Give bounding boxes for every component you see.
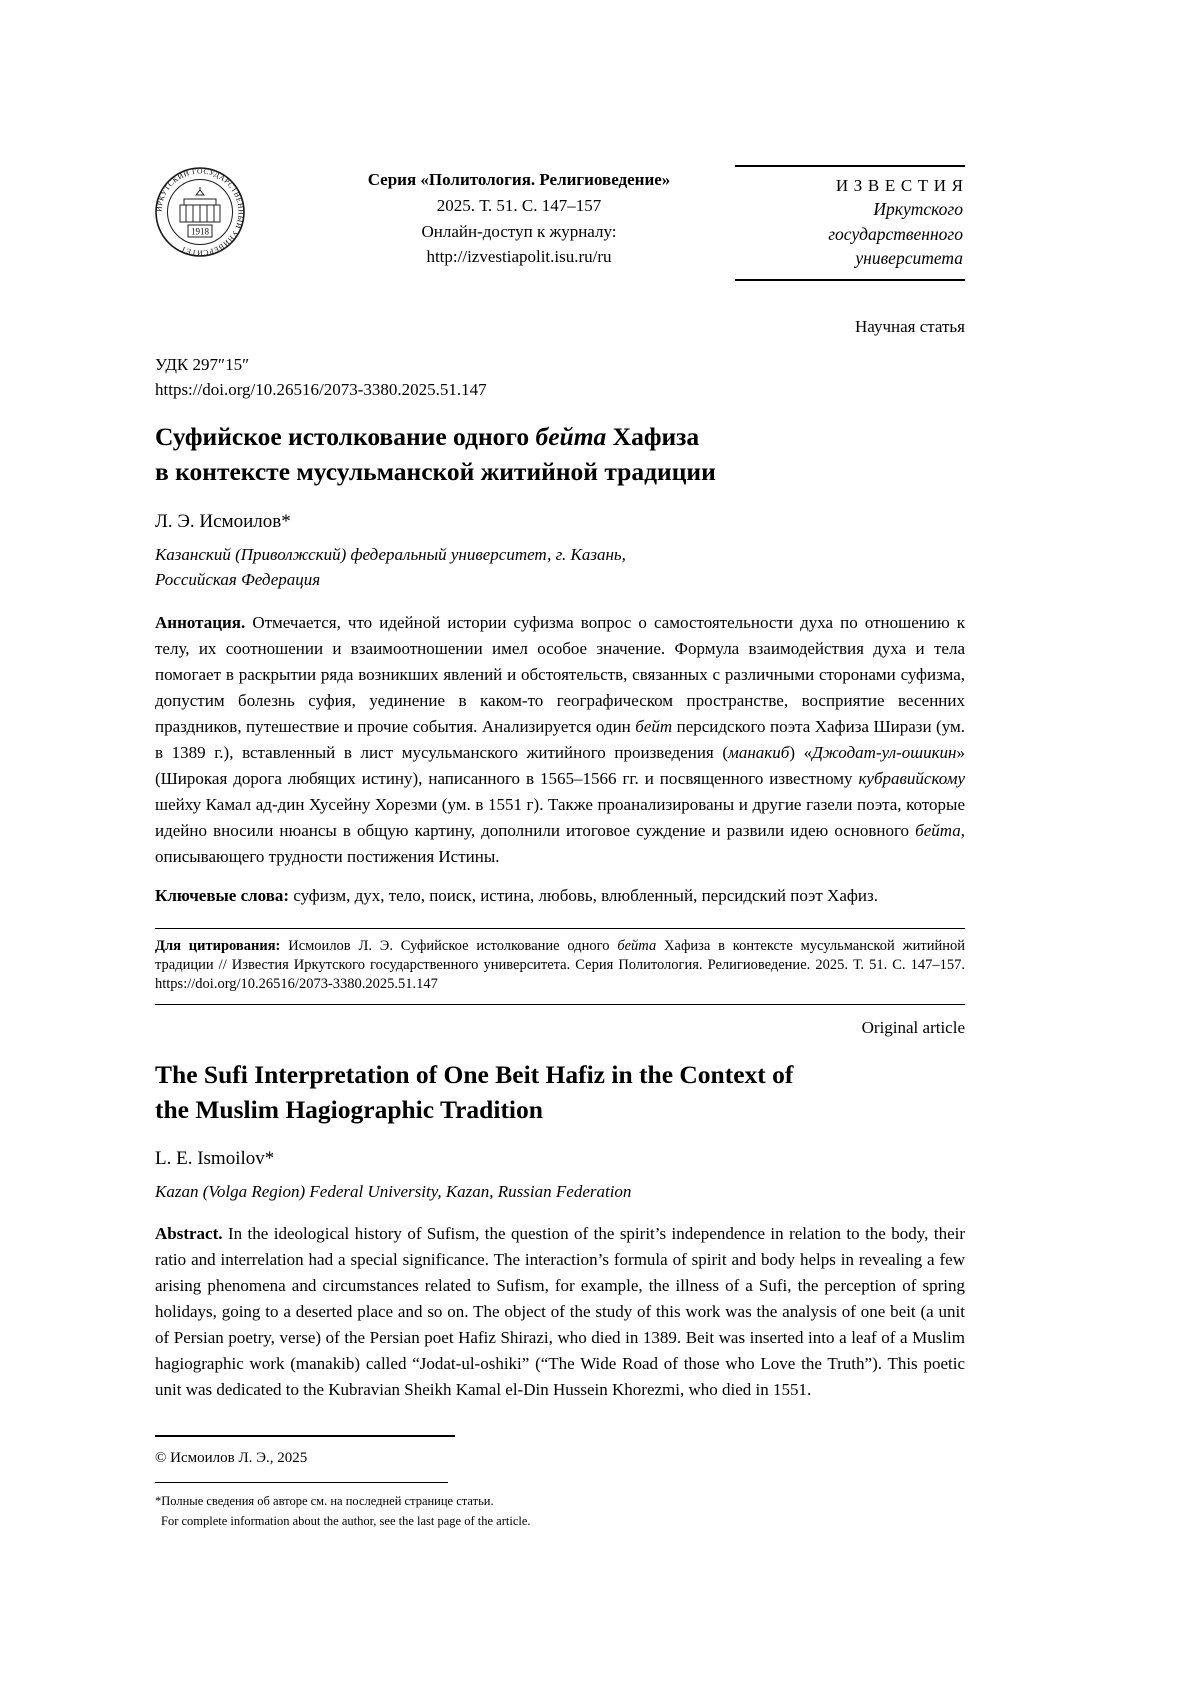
abstract-en [155, 1221, 965, 1403]
journal-org-line: государственного [828, 223, 963, 244]
copyright-line: © Исмоилов Л. Э., 2025 [155, 1450, 308, 1467]
text-segment: суфизм, дух, тело, поиск, истина, любовь, влюбленный, персидский поэт Хафиз. [289, 885, 878, 905]
italic-term: бейта [535, 422, 607, 452]
keywords-ru [155, 883, 965, 909]
affiliation-en: Kazan (Volga Region) Federal University, Kazan, Russian Federation [155, 1181, 632, 1201]
text-segment: Хафиза [606, 422, 700, 452]
university-logo [155, 165, 255, 262]
text-segment: In the ideological history of Sufism, the question of the spirit’s independence in relation to the body, their ratio and interrelation had a special significance. The interaction’s formula of spirit and body helps in revealing a few arising phenomena and circumstances related to Sufism, for example, the illness of a Sufi, the perception of spring holidays, going to a deserted place and so on. The object of the study of this work was the analysis of one beit (a unit of Persian poetry, verse) of the Persian poet Hafiz Shirazi, who died in 1389. Beit was inserted into a leaf of a Muslim hagiographic work (manakib) called “Jodat-ul-oshiki” (“The Wide Road of those who Love the Truth”). This poetic unit was dedicated to the Kubravian Sheikh Kamal el-Din Hussein Khorezmi, who died in 1551. [155, 1224, 965, 1400]
udk-number: УДК 297″15″ [155, 354, 250, 374]
footnote-ru: *Полные сведения об авторе см. на последней странице статьи. [155, 1494, 494, 1509]
page-footer [155, 1435, 965, 1531]
italic-term: бейт [635, 716, 673, 736]
abstract-ru-label: Аннотация. [155, 612, 246, 632]
affiliation-ru [155, 542, 965, 593]
author-name-en: L. E. Ismoilov* [155, 1147, 275, 1169]
footnote-en: For complete information about the author, see the last page of the article. [161, 1513, 531, 1528]
journal-series-block [255, 165, 735, 270]
italic-term: кубравийскому [858, 768, 965, 788]
footnotes [155, 1492, 965, 1531]
italic-term: бейта [915, 820, 961, 840]
italic-term: бейта [617, 937, 657, 954]
journal-url[interactable]: http://izvestiapolit.isu.ru/ru [426, 247, 612, 267]
text-segment: The Sufi Interpretation of One Beit Hafiz in the Context of [155, 1059, 794, 1089]
logo-ring-text: ИРКУТСКИЙ ГОСУДАРСТВЕННЫЙ УНИВЕРСИТЕТ [155, 167, 245, 257]
journal-org-line: университета [855, 247, 963, 268]
article-title-en [155, 1057, 965, 1127]
author-name-ru: Л. Э. Исмоилов* [155, 510, 291, 532]
abstract-ru [155, 610, 965, 870]
udk-block [155, 353, 965, 402]
italic-term: манакиб [728, 742, 790, 762]
text-segment: шейху Камал ад-дин Хусейну Хорезми (ум. в 1551 г). Также проанализированы и другие газели поэта, которые идейно вносили нюансы в общую картину, дополнили итоговое суждение и развили идею основного [155, 794, 965, 840]
text-segment: Исмоилов Л. Э. Суфийское истолкование одного [280, 937, 618, 954]
journal-name-block [735, 165, 969, 281]
text-segment: the Muslim Hagiographic Tradition [155, 1094, 543, 1124]
article-type-en: Original article [861, 1017, 965, 1037]
text-segment: Суфийское истолкование одного [155, 422, 536, 452]
affiliation-line: Казанский (Приволжский) федеральный университет, г. Казань, [155, 544, 626, 564]
footnote-separator-thin [155, 1482, 448, 1483]
article-type-ru: Научная статья [854, 316, 965, 336]
text-segment: Отмечается, что идейной истории суфизма вопрос о самостоятельности духа по отношению к телу, их соотношении и взаимоотношении имел особое значение. Формула взаимодействия духа и тела помогает в раскрытии ряда возникших явлений и обстоятельств, связанных с различными сторонами суфизма, допустим болезнь суфия, уединение в каком-то географическом пространстве, восприятие весенних праздников, путешествие и прочие события. Анализируется один [155, 612, 965, 736]
text-segment: » (Широкая дорога любящих истину), написанного в 1565–1566 гг. и посвященного известному [155, 742, 965, 788]
volume-info: 2025. Т. 51. С. 147–157 [436, 195, 602, 215]
abstract-en-label: Abstract. [155, 1224, 223, 1244]
affiliation-line: Российская Федерация [155, 570, 321, 590]
italic-term: Джодат-ул-ошикин [812, 742, 957, 762]
footnote-separator [155, 1435, 455, 1437]
text-segment: персидского поэта Хафиза Ширази (ум. в 1389 г.), вставленный в лист мусульманского житийного произведения ( [155, 716, 965, 762]
online-access-label: Онлайн-доступ к журналу: [421, 221, 617, 241]
journal-header [155, 165, 969, 281]
citation-block [155, 928, 965, 1005]
university-seal-icon [155, 167, 245, 257]
citation-label: Для цитирования: [155, 937, 281, 954]
journal-org-line: Иркутского [873, 199, 963, 220]
logo-year: 1918 [191, 226, 209, 237]
text-segment: ) « [789, 742, 813, 762]
text-segment: , описывающего трудности постижения Истины. [155, 820, 965, 866]
journal-name: ИЗВЕСТИЯ [835, 176, 969, 195]
keywords-label: Ключевые слова: [155, 885, 290, 905]
article-title-ru [155, 419, 965, 489]
doi-link[interactable]: https://doi.org/10.26516/2073-3380.2025.51.147 [155, 379, 487, 399]
text-segment: в контексте мусульманской житийной традиции [155, 457, 716, 487]
series-title: Серия «Политология. Религиоведение» [367, 170, 671, 189]
text-segment: Хафиза в контексте мусульманской житийной традиции // Известия Иркутского государственного университета. Серия Политология. Религиоведение. 2025. Т. 51. С. 147–157. https://doi.org/10.26516/2073-3380.2025.51.147 [155, 937, 965, 992]
